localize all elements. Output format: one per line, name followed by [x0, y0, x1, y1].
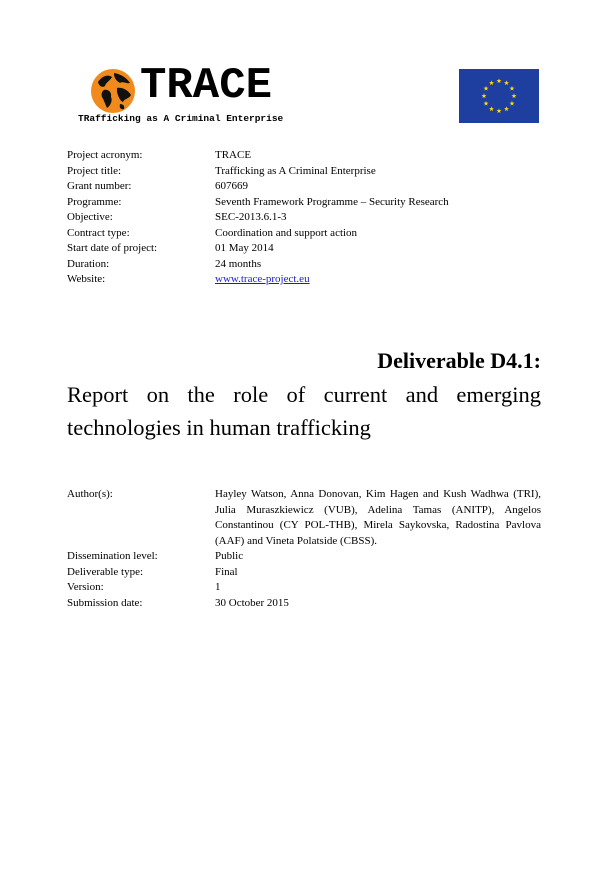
info-label: Objective: — [67, 211, 113, 223]
meta-value: 1 — [215, 581, 221, 593]
meta-value: Public — [215, 550, 244, 562]
logo-wordmark: TRACE — [140, 61, 273, 111]
website-link[interactable]: www.trace-project.eu — [215, 273, 310, 285]
meta-value: Hayley Watson, Anna Donovan, Kim Hagen and Kush Wadhwa (TRI), Julia Muraszkiewicz (VUB), Adelina Tamas (ANITP), Angelos Constantinou (CY POL-THB), Mirela Saykovska, Radostina Pavlova (AAF) and Vineta Polatside (CBSS). — [215, 488, 541, 547]
info-label: Grant number: — [67, 180, 132, 192]
info-label: Programme: — [67, 195, 122, 208]
meta-label: Submission date: — [67, 596, 143, 609]
project-info — [67, 148, 449, 288]
meta-label: Deliverable type: — [67, 565, 144, 578]
info-value: Trafficking as A Criminal Enterprise — [215, 164, 376, 177]
info-label: Website: — [67, 273, 106, 285]
meta-row-version — [67, 580, 541, 596]
info-label: Contract type: — [67, 226, 130, 239]
meta-value: Final — [215, 565, 238, 578]
info-label: Project acronym: — [67, 149, 143, 161]
info-value: 607669 — [215, 180, 248, 192]
meta-value: 30 October 2015 — [215, 596, 289, 609]
info-value: 01 May 2014 — [215, 242, 274, 254]
meta-label: Dissemination level: — [67, 550, 158, 562]
meta-row-submission — [67, 596, 541, 612]
info-value: SEC-2013.6.1-3 — [215, 211, 287, 223]
info-row-programme — [67, 195, 449, 211]
info-row-contract — [67, 226, 449, 242]
meta-label: Version: — [67, 581, 104, 593]
info-row-grant — [67, 179, 449, 195]
meta-row-type — [67, 565, 541, 581]
info-row-start — [67, 241, 449, 257]
info-row-objective — [67, 210, 449, 226]
info-label: Start date of project: — [67, 242, 158, 254]
info-row-acronym — [67, 148, 449, 164]
info-label: Project title: — [67, 164, 122, 177]
report-title: Report on the role of current and emerging technologies in human trafficking — [67, 382, 541, 440]
info-row-website — [67, 272, 449, 288]
logo-tagline: TRafficking as A Criminal Enterprise — [78, 113, 284, 124]
info-row-duration — [67, 257, 449, 273]
info-value: Seventh Framework Programme – Security Research — [215, 195, 449, 208]
info-value: Coordination and support action — [215, 226, 358, 239]
trace-logo — [78, 61, 318, 130]
deliverable-meta — [67, 487, 541, 611]
info-label: Duration: — [67, 257, 110, 270]
info-value: 24 months — [215, 257, 262, 270]
globe-icon — [90, 68, 136, 114]
meta-row-authors — [67, 487, 541, 549]
eu-flag-icon — [459, 69, 539, 123]
info-row-title — [67, 164, 449, 180]
deliverable-heading: Deliverable D4.1: — [377, 348, 541, 373]
meta-label: Author(s): — [67, 488, 113, 500]
info-value: TRACE — [215, 149, 252, 161]
meta-row-dissemination — [67, 549, 541, 565]
